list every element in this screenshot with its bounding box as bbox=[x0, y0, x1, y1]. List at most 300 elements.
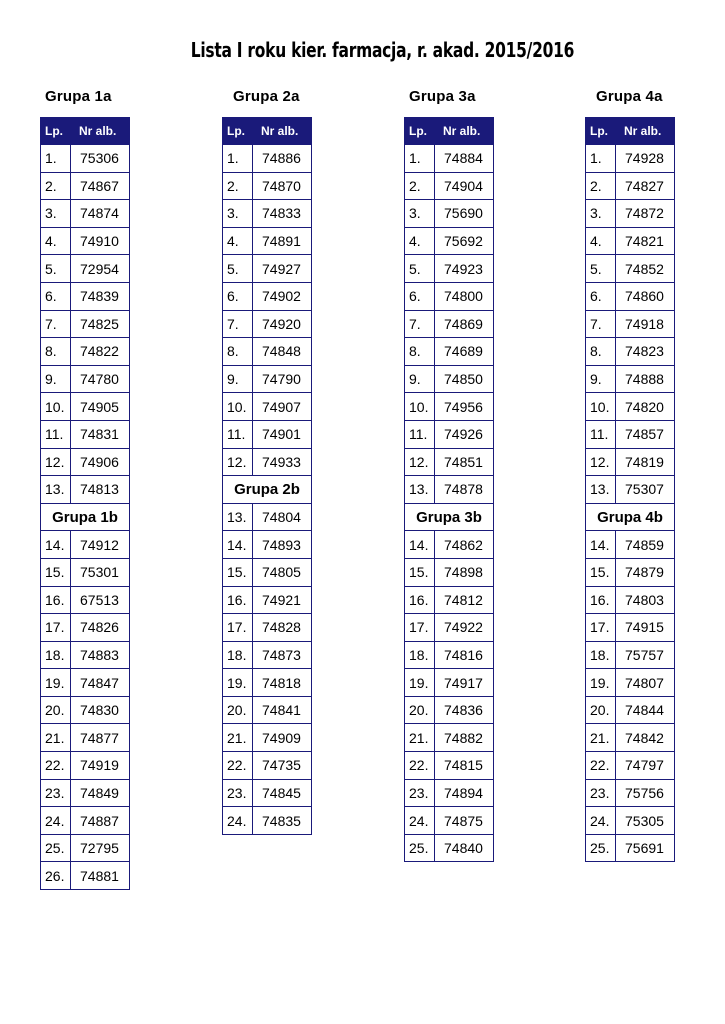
table-row bbox=[585, 780, 675, 808]
row-number: 15. bbox=[41, 559, 71, 586]
student-id: 75756 bbox=[625, 784, 664, 801]
table-row bbox=[40, 449, 130, 477]
student-id: 74891 bbox=[262, 233, 301, 250]
row-number: 24. bbox=[405, 807, 435, 834]
table-row bbox=[222, 283, 312, 311]
row-number: 18. bbox=[41, 642, 71, 669]
student-id: 74812 bbox=[444, 591, 483, 608]
row-number: 4. bbox=[405, 228, 435, 255]
student-id: 74807 bbox=[625, 674, 664, 691]
row-number: 17. bbox=[223, 614, 253, 641]
header-nr-alb: Nr alb. bbox=[624, 124, 662, 138]
table-row bbox=[40, 421, 130, 449]
row-number: 6. bbox=[223, 283, 253, 310]
student-id: 75692 bbox=[444, 233, 483, 250]
row-number: 21. bbox=[223, 724, 253, 751]
group-3-table bbox=[404, 117, 494, 862]
table-row bbox=[404, 449, 494, 477]
group-2a-label: Grupa 2a bbox=[233, 88, 300, 105]
table-row bbox=[585, 145, 675, 173]
table-row bbox=[585, 724, 675, 752]
table-row bbox=[404, 366, 494, 394]
table-row bbox=[404, 421, 494, 449]
subgroup-label: Grupa 1b bbox=[40, 504, 130, 532]
student-id: 74926 bbox=[444, 426, 483, 443]
student-id: 75305 bbox=[625, 812, 664, 829]
table-row bbox=[222, 531, 312, 559]
table-row bbox=[585, 421, 675, 449]
table-row bbox=[585, 311, 675, 339]
row-number: 3. bbox=[41, 200, 71, 227]
table-row bbox=[222, 145, 312, 173]
table-row bbox=[222, 504, 312, 532]
row-number: 4. bbox=[41, 228, 71, 255]
table-row bbox=[40, 228, 130, 256]
row-number: 16. bbox=[405, 587, 435, 614]
student-id: 74836 bbox=[444, 702, 483, 719]
student-id: 74872 bbox=[625, 205, 664, 222]
student-id: 75306 bbox=[80, 150, 119, 167]
student-id: 74818 bbox=[262, 674, 301, 691]
student-id: 74841 bbox=[262, 702, 301, 719]
table-row bbox=[222, 614, 312, 642]
row-number: 11. bbox=[405, 421, 435, 448]
row-number: 18. bbox=[405, 642, 435, 669]
table-row bbox=[404, 173, 494, 201]
student-id: 74927 bbox=[262, 260, 301, 277]
student-id: 74918 bbox=[625, 315, 664, 332]
student-id: 74823 bbox=[625, 343, 664, 360]
table-row bbox=[40, 311, 130, 339]
row-number: 14. bbox=[405, 531, 435, 558]
student-id: 74875 bbox=[444, 812, 483, 829]
group-1a-label: Grupa 1a bbox=[45, 88, 112, 105]
table-row bbox=[585, 835, 675, 863]
row-number: 7. bbox=[223, 311, 253, 338]
table-row bbox=[40, 283, 130, 311]
table-row bbox=[40, 614, 130, 642]
student-id: 74848 bbox=[262, 343, 301, 360]
student-id: 74804 bbox=[262, 509, 301, 526]
table-row bbox=[585, 228, 675, 256]
table-row bbox=[404, 255, 494, 283]
row-number: 24. bbox=[223, 807, 253, 834]
table-row bbox=[404, 228, 494, 256]
row-number: 23. bbox=[223, 780, 253, 807]
table-row bbox=[585, 807, 675, 835]
header-lp: Lp. bbox=[45, 124, 63, 138]
table-row bbox=[585, 642, 675, 670]
table-row bbox=[40, 807, 130, 835]
student-id: 74780 bbox=[80, 371, 119, 388]
table-row bbox=[585, 393, 675, 421]
row-number: 10. bbox=[41, 393, 71, 420]
row-number: 4. bbox=[223, 228, 253, 255]
row-number: 7. bbox=[405, 311, 435, 338]
row-number: 24. bbox=[586, 807, 616, 834]
row-number: 8. bbox=[405, 338, 435, 365]
row-number: 19. bbox=[405, 669, 435, 696]
table-row bbox=[222, 587, 312, 615]
table-row bbox=[585, 476, 675, 504]
row-number: 5. bbox=[41, 255, 71, 282]
student-id: 74813 bbox=[80, 481, 119, 498]
student-id: 74894 bbox=[444, 784, 483, 801]
student-id: 74922 bbox=[444, 619, 483, 636]
table-row bbox=[404, 145, 494, 173]
row-number: 25. bbox=[586, 835, 616, 862]
student-id: 72795 bbox=[80, 840, 119, 857]
table-row bbox=[222, 449, 312, 477]
student-id: 74867 bbox=[80, 177, 119, 194]
row-number: 1. bbox=[41, 145, 71, 172]
row-number: 9. bbox=[223, 366, 253, 393]
row-number: 26. bbox=[41, 862, 71, 889]
student-id: 74805 bbox=[262, 564, 301, 581]
table-row bbox=[222, 780, 312, 808]
student-id: 74830 bbox=[80, 702, 119, 719]
student-id: 74849 bbox=[80, 784, 119, 801]
table-row bbox=[404, 587, 494, 615]
student-id: 74905 bbox=[80, 398, 119, 415]
row-number: 21. bbox=[586, 724, 616, 751]
subgroup-label: Grupa 4b bbox=[585, 504, 675, 532]
table-row bbox=[222, 311, 312, 339]
table-row bbox=[222, 421, 312, 449]
row-number: 23. bbox=[586, 780, 616, 807]
table-row bbox=[40, 393, 130, 421]
row-number: 22. bbox=[223, 752, 253, 779]
table-row bbox=[40, 559, 130, 587]
table-row bbox=[585, 200, 675, 228]
table-row bbox=[222, 366, 312, 394]
row-number: 11. bbox=[41, 421, 71, 448]
student-id: 74844 bbox=[625, 702, 664, 719]
student-id: 74800 bbox=[444, 288, 483, 305]
table-row bbox=[222, 559, 312, 587]
row-number: 15. bbox=[586, 559, 616, 586]
student-id: 74689 bbox=[444, 343, 483, 360]
table-row bbox=[40, 724, 130, 752]
row-number: 8. bbox=[41, 338, 71, 365]
student-id: 74869 bbox=[444, 315, 483, 332]
row-number: 2. bbox=[405, 173, 435, 200]
table-row bbox=[40, 752, 130, 780]
row-number: 20. bbox=[41, 697, 71, 724]
group-3a-label: Grupa 3a bbox=[409, 88, 476, 105]
subgroup-label: Grupa 2b bbox=[222, 476, 312, 504]
row-number: 18. bbox=[586, 642, 616, 669]
table-header bbox=[404, 117, 494, 145]
row-number: 5. bbox=[405, 255, 435, 282]
table-row bbox=[222, 669, 312, 697]
row-number: 7. bbox=[586, 311, 616, 338]
row-number: 17. bbox=[586, 614, 616, 641]
row-number: 4. bbox=[586, 228, 616, 255]
table-row bbox=[222, 724, 312, 752]
row-number: 3. bbox=[223, 200, 253, 227]
student-id: 74877 bbox=[80, 729, 119, 746]
student-id: 75307 bbox=[625, 481, 664, 498]
student-id: 74816 bbox=[444, 646, 483, 663]
table-row bbox=[222, 338, 312, 366]
group-4-table bbox=[585, 117, 675, 862]
student-id: 74851 bbox=[444, 453, 483, 470]
header-lp: Lp. bbox=[227, 124, 245, 138]
row-number: 8. bbox=[586, 338, 616, 365]
student-id: 74840 bbox=[444, 840, 483, 857]
table-row bbox=[404, 476, 494, 504]
student-id: 74902 bbox=[262, 288, 301, 305]
row-number: 22. bbox=[41, 752, 71, 779]
student-id: 74898 bbox=[444, 564, 483, 581]
student-id: 74831 bbox=[80, 426, 119, 443]
row-number: 6. bbox=[41, 283, 71, 310]
row-number: 9. bbox=[586, 366, 616, 393]
table-row bbox=[40, 669, 130, 697]
table-row bbox=[585, 531, 675, 559]
table-row bbox=[40, 338, 130, 366]
table-row bbox=[585, 283, 675, 311]
row-number: 11. bbox=[586, 421, 616, 448]
row-number: 20. bbox=[223, 697, 253, 724]
row-number: 2. bbox=[41, 173, 71, 200]
student-id: 74888 bbox=[625, 371, 664, 388]
student-id: 74928 bbox=[625, 150, 664, 167]
student-id: 74904 bbox=[444, 177, 483, 194]
table-row bbox=[585, 173, 675, 201]
table-row bbox=[40, 476, 130, 504]
student-id: 74906 bbox=[80, 453, 119, 470]
table-row bbox=[222, 752, 312, 780]
table-row bbox=[222, 642, 312, 670]
student-id: 74883 bbox=[80, 646, 119, 663]
row-number: 23. bbox=[41, 780, 71, 807]
student-id: 75690 bbox=[444, 205, 483, 222]
row-number: 10. bbox=[223, 393, 253, 420]
row-number: 16. bbox=[586, 587, 616, 614]
student-id: 74910 bbox=[80, 233, 119, 250]
group-1-table bbox=[40, 117, 130, 890]
row-number: 14. bbox=[586, 531, 616, 558]
row-number: 20. bbox=[586, 697, 616, 724]
table-row bbox=[585, 449, 675, 477]
student-id: 74956 bbox=[444, 398, 483, 415]
table-row bbox=[585, 338, 675, 366]
student-id: 74933 bbox=[262, 453, 301, 470]
student-id: 74852 bbox=[625, 260, 664, 277]
student-id: 75301 bbox=[80, 564, 119, 581]
student-id: 74921 bbox=[262, 591, 301, 608]
student-id: 74879 bbox=[625, 564, 664, 581]
row-number: 21. bbox=[405, 724, 435, 751]
table-header bbox=[40, 117, 130, 145]
row-number: 8. bbox=[223, 338, 253, 365]
row-number: 16. bbox=[223, 587, 253, 614]
row-number: 12. bbox=[41, 449, 71, 476]
student-id: 74881 bbox=[80, 867, 119, 884]
row-number: 13. bbox=[223, 504, 253, 531]
row-number: 25. bbox=[41, 835, 71, 862]
student-id: 74901 bbox=[262, 426, 301, 443]
row-number: 6. bbox=[405, 283, 435, 310]
student-id: 74923 bbox=[444, 260, 483, 277]
row-number: 1. bbox=[405, 145, 435, 172]
table-row bbox=[404, 531, 494, 559]
student-id: 74919 bbox=[80, 757, 119, 774]
row-number: 11. bbox=[223, 421, 253, 448]
student-id: 74827 bbox=[625, 177, 664, 194]
row-number: 25. bbox=[405, 835, 435, 862]
row-number: 15. bbox=[223, 559, 253, 586]
student-id: 75691 bbox=[625, 840, 664, 857]
row-number: 22. bbox=[405, 752, 435, 779]
student-id: 74920 bbox=[262, 315, 301, 332]
row-number: 3. bbox=[586, 200, 616, 227]
student-id: 74842 bbox=[625, 729, 664, 746]
row-number: 10. bbox=[405, 393, 435, 420]
table-row bbox=[404, 642, 494, 670]
table-row bbox=[404, 338, 494, 366]
header-nr-alb: Nr alb. bbox=[261, 124, 299, 138]
header-lp: Lp. bbox=[590, 124, 608, 138]
table-header bbox=[222, 117, 312, 145]
student-id: 72954 bbox=[80, 260, 119, 277]
table-row bbox=[404, 393, 494, 421]
student-id: 74909 bbox=[262, 729, 301, 746]
student-id: 74870 bbox=[262, 177, 301, 194]
table-row bbox=[40, 255, 130, 283]
row-number: 3. bbox=[405, 200, 435, 227]
student-id: 74917 bbox=[444, 674, 483, 691]
table-row bbox=[40, 531, 130, 559]
student-id: 74884 bbox=[444, 150, 483, 167]
student-id: 74874 bbox=[80, 205, 119, 222]
document-title: Lista I roku kier. farmacja, r. akad. 2015/2016 bbox=[190, 38, 575, 62]
row-number: 13. bbox=[41, 476, 71, 503]
table-row bbox=[404, 807, 494, 835]
table-row bbox=[585, 587, 675, 615]
student-id: 74815 bbox=[444, 757, 483, 774]
row-number: 22. bbox=[586, 752, 616, 779]
row-number: 24. bbox=[41, 807, 71, 834]
row-number: 2. bbox=[586, 173, 616, 200]
table-row bbox=[40, 366, 130, 394]
student-id: 74821 bbox=[625, 233, 664, 250]
table-row bbox=[404, 614, 494, 642]
student-id: 74825 bbox=[80, 315, 119, 332]
row-number: 19. bbox=[41, 669, 71, 696]
row-number: 14. bbox=[223, 531, 253, 558]
student-id: 74886 bbox=[262, 150, 301, 167]
header-nr-alb: Nr alb. bbox=[443, 124, 481, 138]
table-row bbox=[40, 862, 130, 890]
row-number: 21. bbox=[41, 724, 71, 751]
table-row bbox=[404, 200, 494, 228]
student-id: 74835 bbox=[262, 812, 301, 829]
group-4a-label: Grupa 4a bbox=[596, 88, 663, 105]
table-row bbox=[404, 669, 494, 697]
student-id: 74878 bbox=[444, 481, 483, 498]
table-row bbox=[585, 559, 675, 587]
row-number: 18. bbox=[223, 642, 253, 669]
table-row bbox=[222, 200, 312, 228]
student-id: 74847 bbox=[80, 674, 119, 691]
row-number: 12. bbox=[405, 449, 435, 476]
row-number: 14. bbox=[41, 531, 71, 558]
student-id: 74822 bbox=[80, 343, 119, 360]
student-id: 74803 bbox=[625, 591, 664, 608]
table-row bbox=[40, 642, 130, 670]
student-id: 67513 bbox=[80, 591, 119, 608]
row-number: 20. bbox=[405, 697, 435, 724]
table-row bbox=[585, 255, 675, 283]
student-id: 74912 bbox=[80, 536, 119, 553]
student-id: 74845 bbox=[262, 784, 301, 801]
row-number: 19. bbox=[223, 669, 253, 696]
table-row bbox=[585, 614, 675, 642]
row-number: 10. bbox=[586, 393, 616, 420]
header-lp: Lp. bbox=[409, 124, 427, 138]
student-id: 74819 bbox=[625, 453, 664, 470]
table-row bbox=[585, 697, 675, 725]
student-id: 74907 bbox=[262, 398, 301, 415]
row-number: 17. bbox=[405, 614, 435, 641]
row-number: 9. bbox=[405, 366, 435, 393]
table-row bbox=[404, 780, 494, 808]
student-id: 74833 bbox=[262, 205, 301, 222]
table-row bbox=[40, 173, 130, 201]
row-number: 23. bbox=[405, 780, 435, 807]
table-row bbox=[40, 780, 130, 808]
row-number: 7. bbox=[41, 311, 71, 338]
table-row bbox=[40, 145, 130, 173]
student-id: 74893 bbox=[262, 536, 301, 553]
table-row bbox=[404, 311, 494, 339]
table-row bbox=[222, 255, 312, 283]
row-number: 12. bbox=[586, 449, 616, 476]
student-id: 74839 bbox=[80, 288, 119, 305]
student-id: 74850 bbox=[444, 371, 483, 388]
table-row bbox=[585, 669, 675, 697]
row-number: 1. bbox=[223, 145, 253, 172]
student-id: 74828 bbox=[262, 619, 301, 636]
student-id: 74797 bbox=[625, 757, 664, 774]
student-id: 74826 bbox=[80, 619, 119, 636]
student-id: 74857 bbox=[625, 426, 664, 443]
group-2-table bbox=[222, 117, 312, 835]
table-row bbox=[404, 724, 494, 752]
row-number: 9. bbox=[41, 366, 71, 393]
table-row bbox=[40, 697, 130, 725]
student-id: 74887 bbox=[80, 812, 119, 829]
table-row bbox=[404, 835, 494, 863]
table-header bbox=[585, 117, 675, 145]
table-row bbox=[404, 752, 494, 780]
student-id: 74820 bbox=[625, 398, 664, 415]
table-row bbox=[40, 200, 130, 228]
row-number: 6. bbox=[586, 283, 616, 310]
table-row bbox=[222, 228, 312, 256]
table-row bbox=[222, 807, 312, 835]
row-number: 17. bbox=[41, 614, 71, 641]
subgroup-label: Grupa 3b bbox=[404, 504, 494, 532]
student-id: 74859 bbox=[625, 536, 664, 553]
row-number: 1. bbox=[586, 145, 616, 172]
student-id: 74862 bbox=[444, 536, 483, 553]
table-row bbox=[404, 283, 494, 311]
row-number: 2. bbox=[223, 173, 253, 200]
